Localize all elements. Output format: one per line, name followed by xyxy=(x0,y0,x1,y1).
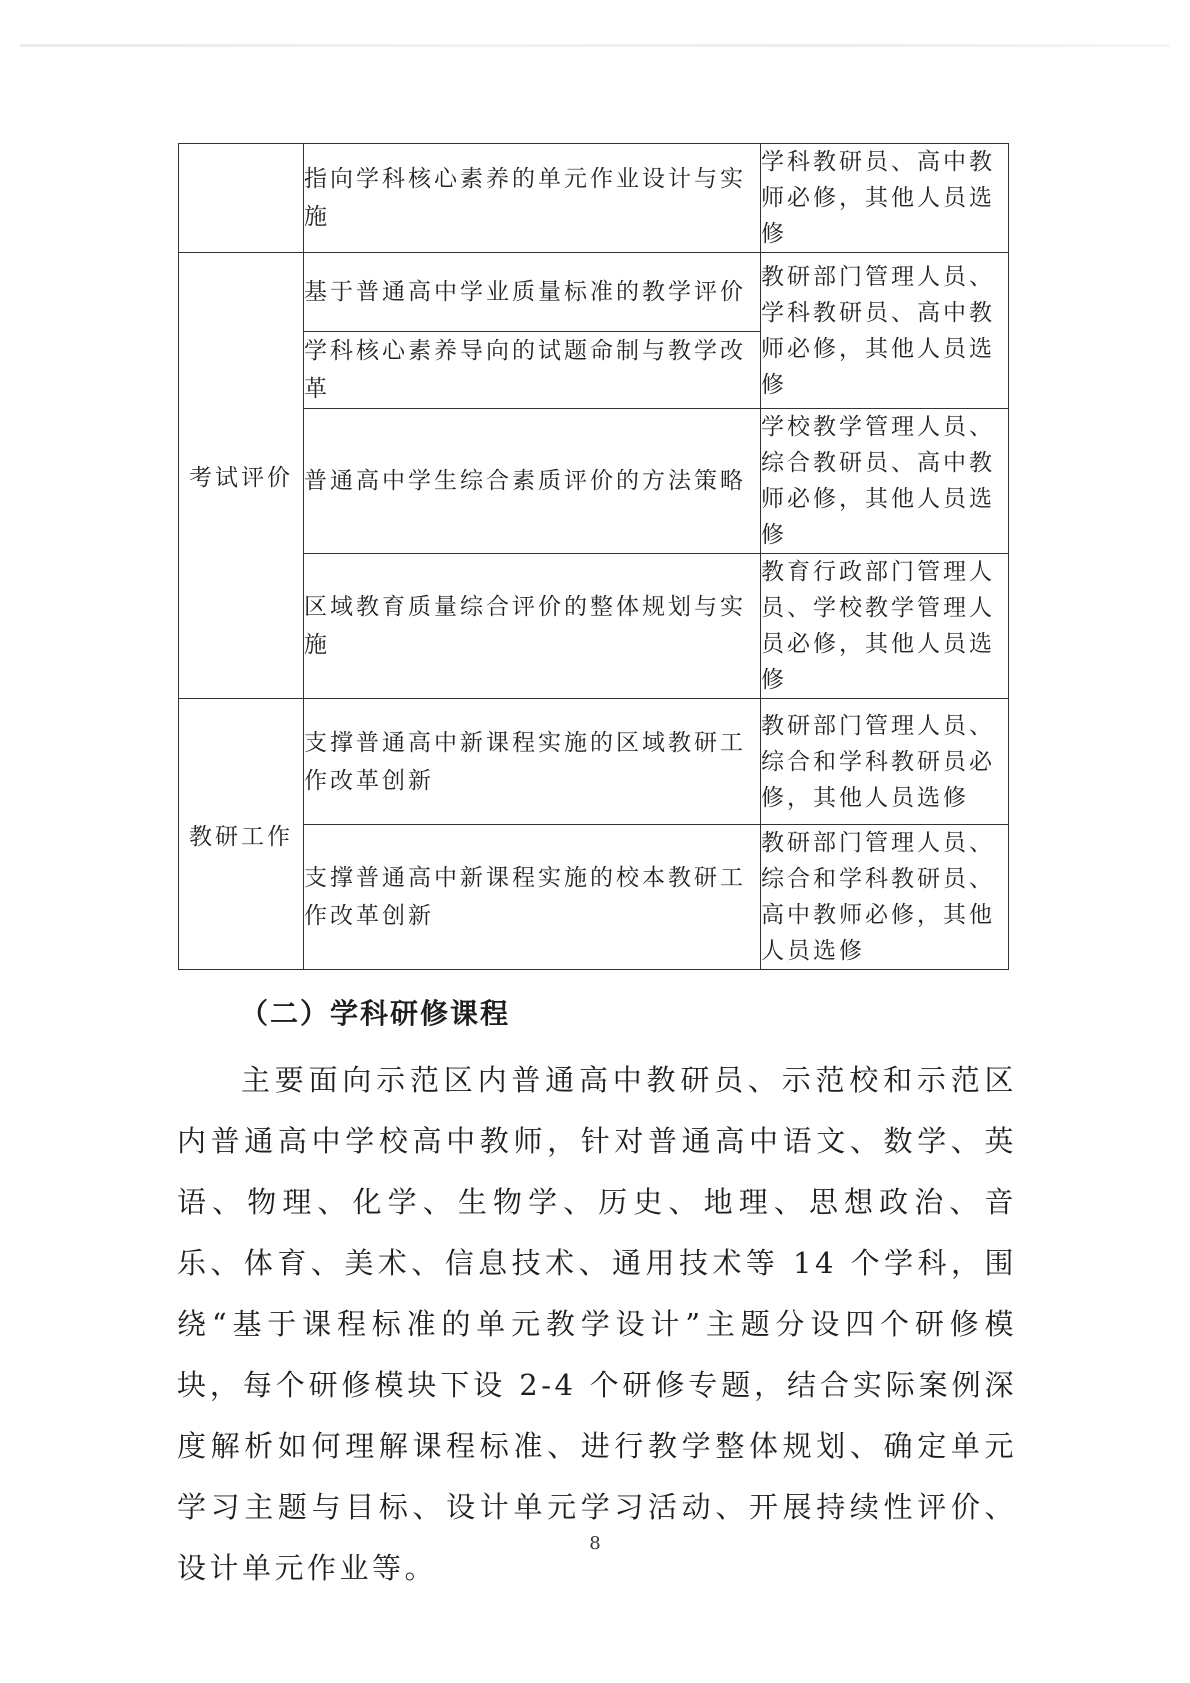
category-cell xyxy=(179,144,304,253)
category-cell: 考试评价 xyxy=(179,253,304,699)
course-cell: 基于普通高中学业质量标准的教学评价 xyxy=(304,253,761,332)
course-cell: 学科核心素养导向的试题命制与教学改革 xyxy=(304,332,761,409)
course-cell: 指向学科核心素养的单元作业设计与实施 xyxy=(304,144,761,253)
target-cell: 教研部门管理人员、学科教研员、高中教师必修，其他人员选修 xyxy=(761,253,1009,409)
table-row xyxy=(179,144,1009,253)
target-cell: 教研部门管理人员、综合和学科教研员、高中教师必修，其他人员选修 xyxy=(761,825,1009,970)
table-row xyxy=(179,825,1009,970)
course-cell: 支撑普通高中新课程实施的区域教研工作改革创新 xyxy=(304,699,761,825)
target-cell: 教研部门管理人员、综合和学科教研员必修，其他人员选修 xyxy=(761,699,1009,825)
course-cell: 普通高中学生综合素质评价的方法策略 xyxy=(304,409,761,554)
course-cell: 区域教育质量综合评价的整体规划与实施 xyxy=(304,554,761,699)
page-number: 8 xyxy=(589,1533,601,1554)
section-heading: （二）学科研修课程 xyxy=(240,997,511,1030)
table-row xyxy=(179,409,1009,554)
category-cell: 教研工作 xyxy=(179,699,304,970)
course-table xyxy=(178,143,1009,970)
scan-artifact-line xyxy=(20,44,1170,47)
body-paragraph: 主要面向示范区内普通高中教研员、示范校和示范区内普通高中学校高中教师，针对普通高中语文、数学、英语、物理、化学、生物学、历史、地理、思想政治、音乐、体育、美术、信息技术、通用技术等 14 个学科，围绕“基于课程标准的单元教学设计”主题分设四个研修模块，每个研修模块下设 2-4 个研修专题，结合实际案例深度解析如何理解课程标准、进行教学整体规划、确定单元学习主题与目标、设计单元学习活动、开展持续性评价、设计单元作业等。 xyxy=(177,1063,1017,1585)
table-row xyxy=(179,253,1009,332)
course-cell: 支撑普通高中新课程实施的校本教研工作改革创新 xyxy=(304,825,761,970)
table-row xyxy=(179,554,1009,699)
target-cell: 学校教学管理人员、综合教研员、高中教师必修，其他人员选修 xyxy=(761,409,1009,554)
table-row xyxy=(179,699,1009,825)
target-cell: 教育行政部门管理人员、学校教学管理人员必修，其他人员选修 xyxy=(761,554,1009,699)
target-cell: 学科教研员、高中教师必修，其他人员选修 xyxy=(761,144,1009,253)
